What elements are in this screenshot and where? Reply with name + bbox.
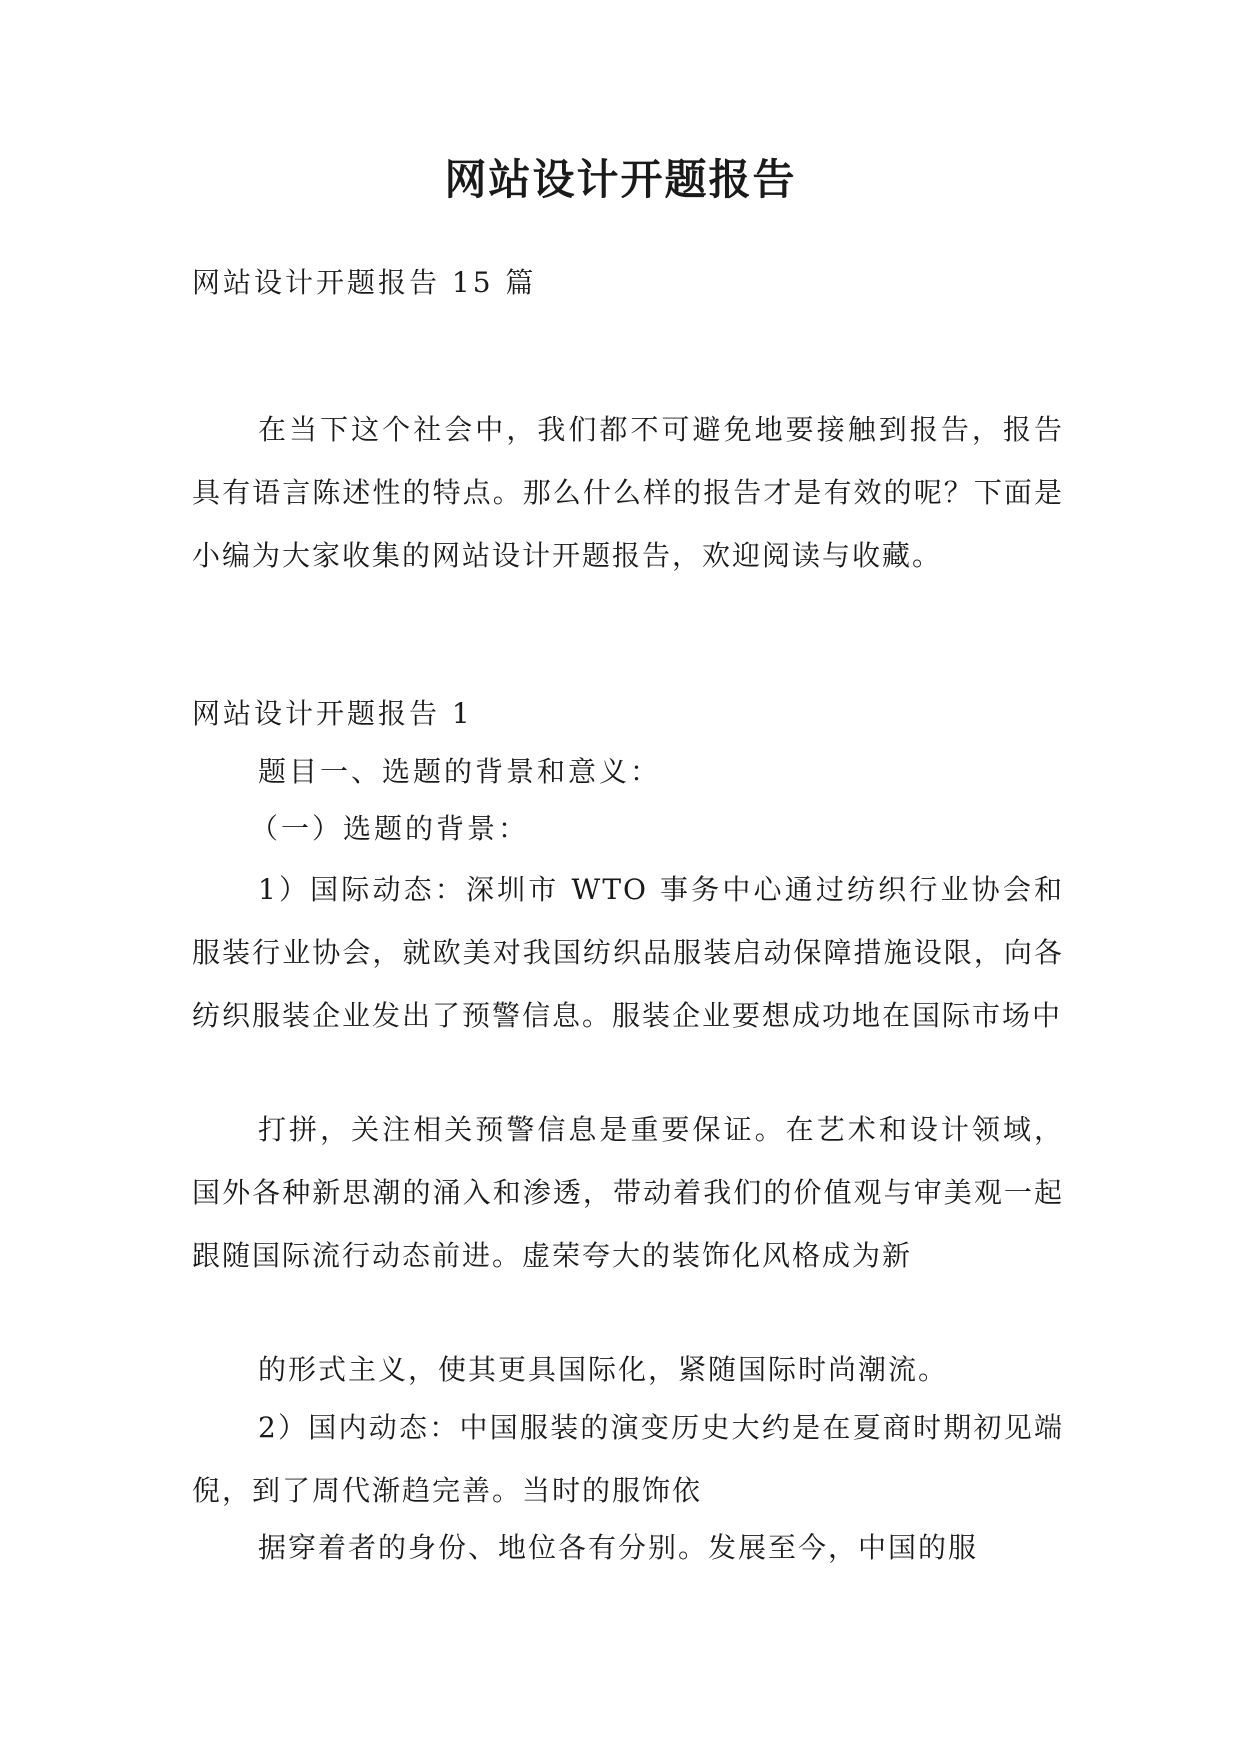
paragraph-continued-3: 据穿着者的身份、地位各有分别。发展至今，中国的服 bbox=[258, 1531, 979, 1564]
sub-heading: （一）选题的背景： bbox=[250, 812, 530, 845]
document-subtitle: 网站设计开题报告 15 篇 bbox=[192, 266, 537, 299]
paragraph-continued-1: 打拼，关注相关预警信息是重要保证。在艺术和设计领域，国外各种新思潮的涌入和渗透，带动着我们的价值观与审美观一起跟随国际流行动态前进。虚荣夸大的装饰化风格成为新 bbox=[192, 1113, 1064, 1272]
paragraph-domestic: 2）国内动态：中国服装的演变历史大约是在夏商时期初见端倪，到了周代渐趋完善。当时的服饰依 bbox=[192, 1411, 1064, 1507]
paragraph-continued-2: 的形式主义，使其更具国际化，紧随国际时尚潮流。 bbox=[258, 1353, 949, 1386]
intro-paragraph: 在当下这个社会中，我们都不可避免地要接触到报告，报告具有语言陈述性的特点。那么什么样的报告才是有效的呢？下面是小编为大家收集的网站设计开题报告，欢迎阅读与收藏。 bbox=[192, 413, 1064, 572]
paragraph-international: 1）国际动态：深圳市 WTO 事务中心通过纺织行业协会和服装行业协会，就欧美对我国纺织品服装启动保障措施设限，向各纺织服装企业发出了预警信息。服装企业要想成功地在国际市场中 bbox=[192, 873, 1064, 1032]
topic-heading: 题目一、选题的背景和意义： bbox=[258, 755, 662, 788]
document-title: 网站设计开题报告 bbox=[444, 155, 797, 204]
section-heading: 网站设计开题报告 1 bbox=[192, 697, 473, 730]
